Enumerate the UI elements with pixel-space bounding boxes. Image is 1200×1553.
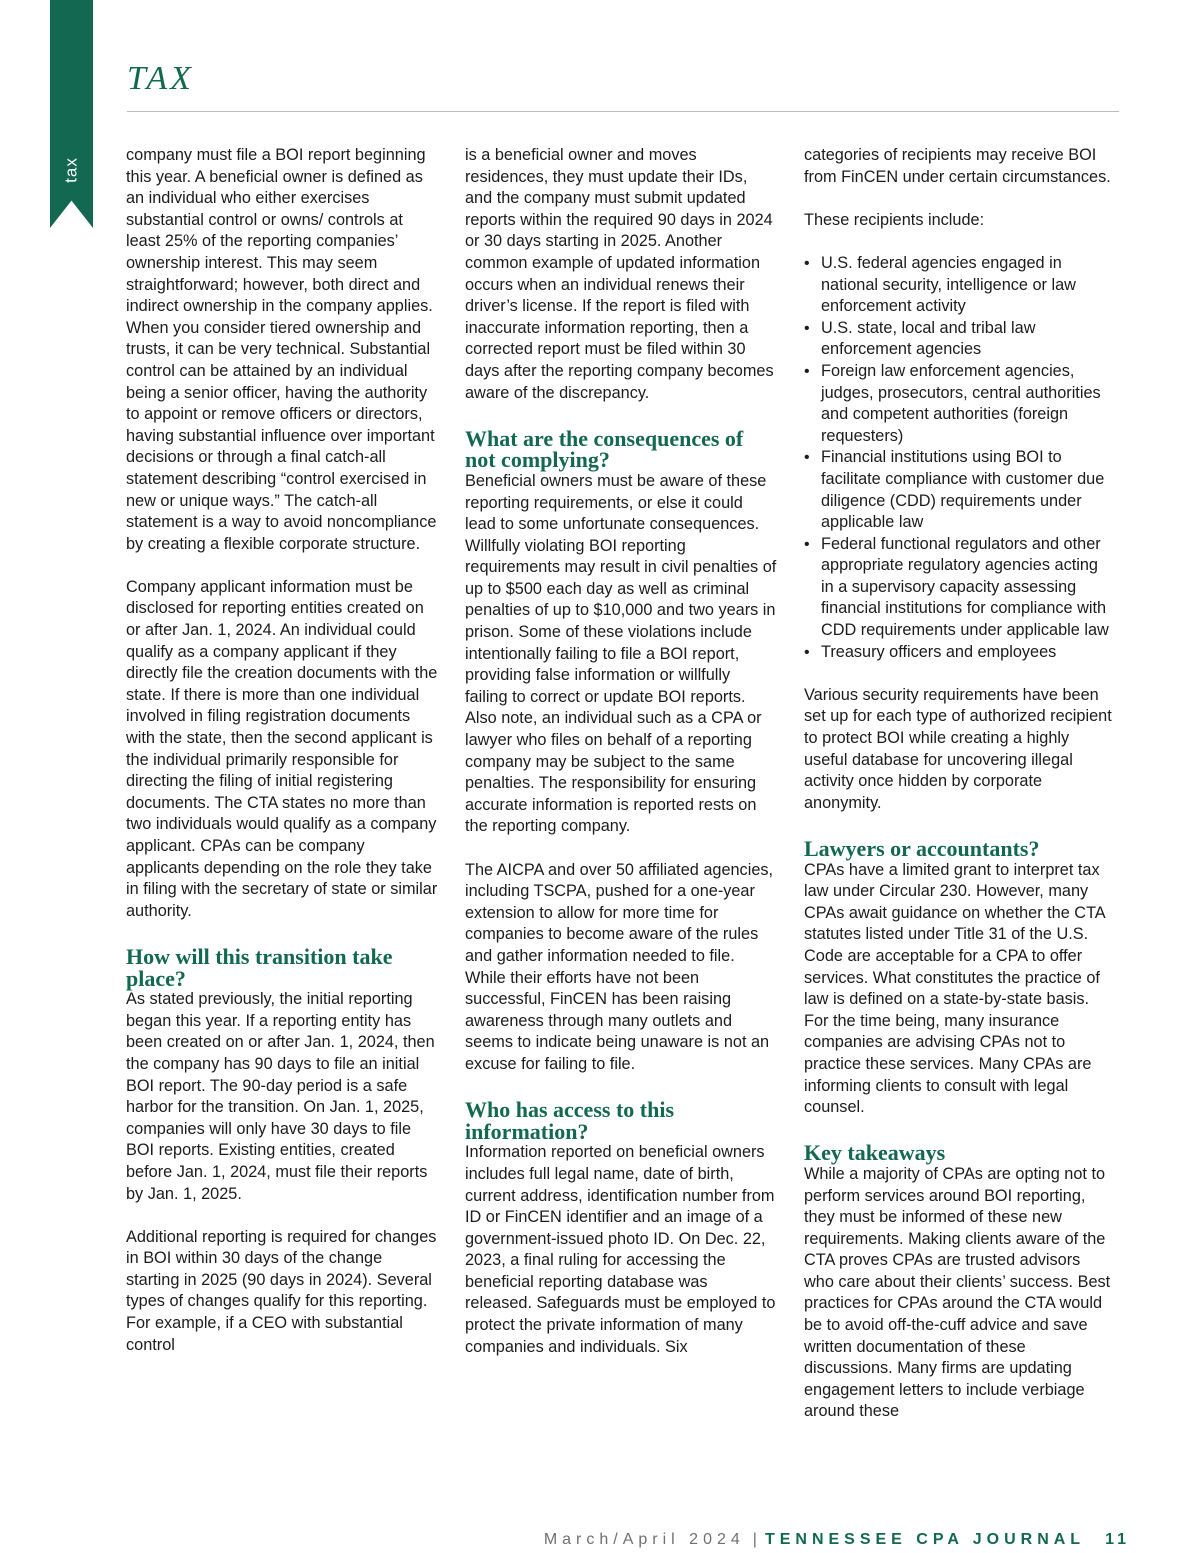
subheading: Key takeaways: [804, 1140, 946, 1166]
list-item: • Federal functional regulators and other appropriate regulatory agencies acting in a supervisory capacity assessing financial institutions for compliance with CDD requirements under applicable law: [804, 534, 1114, 642]
body-paragraph: These recipients include:: [804, 210, 985, 229]
body-paragraph: Information reported on beneficial owners includes full legal name, date of birth, current address, identification number from ID or FinCEN identifier and an image of a government-issued photo ID. On Dec. 22, 2023, a final ruling for accessing the beneficial reporting database was released. Safeguards must be employed to protect the private information of many companies and individuals. Six: [465, 1143, 776, 1356]
body-paragraph: Additional reporting is required for changes in BOI within 30 days of the change starting in 2025 (90 days in 2024). Several types of changes qualify for this reporting. For example, if a CEO with substantial control: [126, 1227, 437, 1354]
page-footer: [544, 1531, 1130, 1549]
section-tab-label: tax: [61, 157, 81, 183]
body-paragraph: As stated previously, the initial reporting began this year. If a reporting entity has been created on or after Jan. 1, 2024, then the company has 90 days to file an initial BOI report. The 90-day period is a safe harbor for the transition. On Jan. 1, 2025, companies will only have 30 days to file BOI reports. Existing entities, created before Jan. 1, 2024, must file their reports by Jan. 1, 2025.: [126, 990, 435, 1203]
list-item: • Financial institutions using BOI to facilitate compliance with customer due diligence (CDD) requirements under applicable law: [804, 447, 1114, 533]
list-item: • U.S. federal agencies engaged in national security, intelligence or law enforcement activity: [804, 253, 1114, 318]
body-paragraph: is a beneficial owner and moves residences, they must update their IDs, and the company must submit updated reports within the required 90 days in 2024 or 30 days starting in 2025. Another common example of updated information occurs when an individual renews their driver’s license. If the report is filed with inaccurate information reporting, then a corrected report must be filed within 30 days after the reporting company becomes aware of the discrepancy.: [465, 146, 774, 402]
subheading: Who has access to this information?: [465, 1097, 675, 1144]
footer-issue-date: March/April 2024: [543, 1531, 745, 1548]
list-item: • Treasury officers and employees: [804, 642, 1114, 664]
article-column-3: [804, 145, 1114, 1445]
body-paragraph: Beneficial owners must be aware of these reporting requirements, or else it could lead to some unfortunate consequences. Willfully violating BOI reporting requirements may result in civil penalties of up to $500 each day as well as criminal penalties of up to $10,000 and two years in prison. Some of these violations include intentionally failing to file a BOI report, providing false information or willfully failing to correct or update BOI reports. Also note, an individual such as a CPA or lawyer who files on behalf of a reporting company may be subject to the same penalties. The responsibility for ensuring accurate information is reported rests on the reporting company.: [465, 471, 777, 836]
body-paragraph: Various security requirements have been set up for each type of authorized recipient to protect BOI while creating a highly useful database for uncovering illegal activity once hidden by corporate anonymity.: [804, 685, 1112, 812]
list-item: • U.S. state, local and tribal law enforcement agencies: [804, 318, 1114, 361]
subheading: Lawyers or accountants?: [804, 836, 1040, 861]
recipients-list: [804, 253, 1114, 663]
article-column-2: [465, 145, 777, 1380]
subheading: How will this transition take place?: [126, 943, 393, 991]
header-divider: [127, 111, 1119, 112]
body-paragraph: CPAs have a limited grant to interpret tax law under Circular 230. However, many CPAs await guidance on whether the CTA statutes listed under Title 31 of the U.S. Code are acceptable for a CPA to offer services. What constitutes the practice of law is defined on a state-by-state basis. For the time being, many insurance companies are advising CPAs not to practice these services. Many CPAs are informing clients to consult with legal counsel.: [804, 860, 1105, 1117]
list-item: • Foreign law enforcement agencies, judges, prosecutors, central authorities and competent authorities (foreign requesters): [804, 361, 1114, 447]
body-paragraph: Company applicant information must be disclosed for reporting entities created on or after Jan. 1, 2024. An individual could qualify as a company applicant if they directly file the creation documents with the state. If there is more than one individual involved in filing registration documents with the state, then the second applicant is the individual primarily responsible for directing the filing of initial registering documents. The CTA states no more than two individuals would qualify as a company applicant. CPAs can be company applicants depending on the role they take in filing with the secretary of state or similar authority.: [126, 577, 438, 920]
article-column-1: [126, 145, 438, 1378]
body-paragraph: The AICPA and over 50 affiliated agencies, including TSCPA, pushed for a one-year extension to allow for more time for companies to become aware of the rules and gather information needed to file. While their efforts have not been successful, FinCEN has been raising awareness through many outlets and seems to indicate being unaware is not an excuse for failing to file.: [465, 860, 774, 1073]
footer-journal-name: TENNESSEE CPA JOURNAL: [764, 1531, 1086, 1548]
footer-separator: |: [752, 1531, 757, 1548]
body-paragraph: company must file a BOI report beginning this year. A beneficial owner is defined as an individual who either exercises substantial control or owns/ controls at least 25% of the reporting companies’ ownership interest. This may seem straightforward; however, both direct and indirect ownership in the company applies. When you consider tiered ownership and trusts, it can be very technical. Substantial control can be attained by an individual being a senior officer, having the authority to appoint or remove officers or directors, having substantial influence over important decisions or through a final catch-all statement describing “control exercised in new or unique ways.” The catch-all statement is a way to avoid noncompliance by creating a flexible corporate structure.: [126, 146, 437, 553]
body-paragraph: categories of recipients may receive BOI from FinCEN under certain circumstances.: [804, 146, 1111, 186]
section-tab-ribbon: [50, 0, 93, 228]
body-paragraph: While a majority of CPAs are opting not to perform services around BOI reporting, they must be informed of these new requirements. Making clients aware of the CTA proves CPAs are trusted advisors who care about their clients’ success. Best practices for CPAs around the CTA would be to avoid off-the-cuff advice and save written documentation of these discussions. Many firms are updating engagement letters to include verbiage around these: [804, 1164, 1111, 1421]
subheading: What are the consequences of not complying?: [465, 425, 744, 473]
section-title: TAX: [127, 60, 194, 97]
page-number: 11: [1105, 1531, 1130, 1548]
